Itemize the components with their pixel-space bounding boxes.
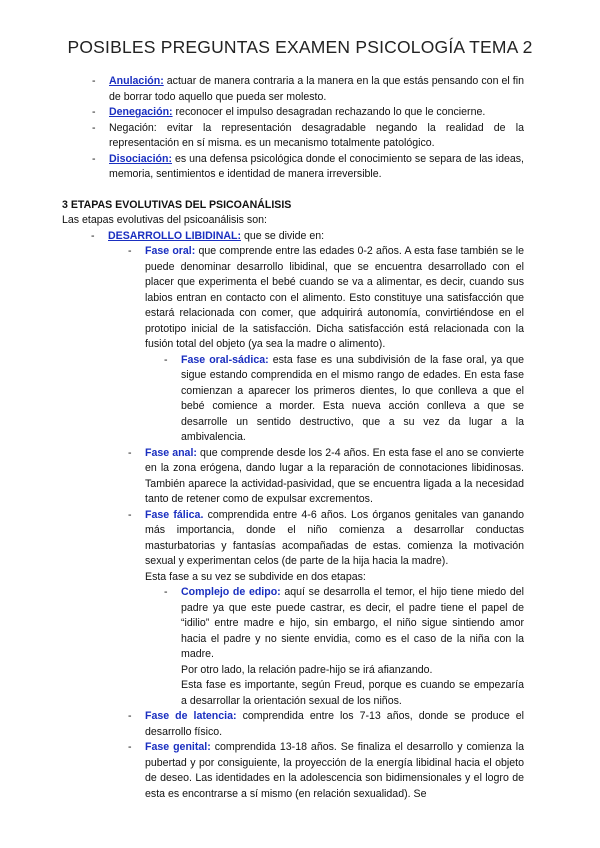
bullet: -	[128, 245, 132, 257]
term-fase-genital: Fase genital:	[145, 741, 211, 753]
definition-complejo-edipo: aquí se desarrolla el temor, el hijo tiene miedo del padre ya que este puede castrar, es decir, el padre tiene el papel de “idilio” entre madre e hijo, sin embargo, el niño sigue sintiendo amor hacia el padre y no siente envidia, como es el caso de la niña con la madre.	[181, 586, 524, 660]
bullet: -	[92, 152, 96, 165]
term-fase-oral-sadica: Fase oral-sádica:	[181, 353, 269, 366]
list-item-fase-latencia	[128, 709, 524, 740]
list-item-complejo-edipo	[164, 585, 524, 663]
list-item-fase-falica	[128, 508, 524, 570]
edipo-paragraph-2: Por otro lado, la relación padre-hijo se irá afianzando.	[181, 663, 433, 676]
bullet: -	[164, 586, 168, 598]
list-item-negacion	[92, 121, 524, 152]
bullet: -	[92, 106, 96, 118]
page-title: POSIBLES PREGUNTAS EXAMEN PSICOLOGÍA TEMA 2	[67, 37, 533, 57]
bullet: -	[128, 741, 132, 753]
term-fase-latencia: Fase de latencia:	[145, 710, 237, 722]
list-item-disociacion	[92, 152, 524, 183]
term-fase-anal: Fase anal:	[145, 446, 197, 459]
edipo-paragraph-3: Esta fase es importante, según Freud, porque es cuando se empezaría a desarrollar la orientación sexual de los niños.	[181, 679, 524, 707]
list-item-fase-genital	[128, 740, 524, 802]
list-item-fase-anal	[128, 446, 525, 508]
bullet: -	[92, 75, 96, 87]
definition-anulacion: actuar de manera contraria a la manera en la que estás pensando con el fin de borrar todo aquello que pueda ser molesto.	[109, 75, 524, 103]
list-item-anulacion	[92, 74, 524, 105]
bullet: -	[92, 121, 96, 134]
definition-desarrollo-libidinal: que se divide en:	[241, 229, 325, 242]
definition-fase-oral-sadica: esta fase es una subdivisión de la fase oral, ya que sigue estando comprendida en el mismo rango de edades. En esta fase comienzan a aparecer los primeros dientes, lo que conlleva a que el bebé comience a morder. Esta nueva acción conlleva a que se desarrolle un sentido destructivo, que a su vez da lugar a la ambivalencia.	[181, 353, 524, 443]
definition-fase-latencia: comprendida entre los 7-13 años, donde se produce el desarrollo físico.	[145, 710, 524, 738]
definition-denegacion: reconocer el impulso desagradan rechazando lo que le concierne.	[172, 106, 486, 118]
definition-fase-genital: comprendida 13-18 años. Se finaliza el desarrollo y comienza la pubertad y por consiguiente, la proyección de la energía libidinal hacia el objeto de deseo. Las identidades en la adolescencia son bidimensionales y el logro de esta es encontrarse a sí mismo (en relación sexualidad). Se	[145, 741, 524, 800]
list-item-denegacion	[92, 105, 524, 121]
term-fase-falica: Fase fálica.	[145, 508, 204, 521]
section-intro: Las etapas evolutivas del psicoanálisis son:	[62, 214, 267, 226]
definition-fase-anal: que comprende desde los 2-4 años. En esta fase el ano se convierte en la zona erógena, dando lugar a la reparación de connotaciones libidinosas. También aparece la actividad-pasividad, que se encuentra ligada a la necesidad tanto de retener como de expulsar excrementos.	[145, 446, 525, 505]
term-complejo-edipo: Complejo de edipo:	[181, 586, 281, 598]
fase-falica-subdivision-note: Esta fase a su vez se subdivide en dos etapas:	[145, 570, 366, 583]
definition-fase-falica: comprendida entre 4-6 años. Los órganos genitales van ganando más importancia, donde el niño comienza a desarrollar conductas masturbatorias y fantasías acompañadas de estas. comienza la motivación sexual y experimentan celos (de parte de la hija hacia la madre).	[145, 508, 524, 567]
section-heading: 3 ETAPAS EVOLUTIVAS DEL PSICOANÁLISIS	[62, 198, 292, 211]
bullet: -	[128, 508, 132, 521]
term-fase-oral: Fase oral:	[145, 245, 196, 257]
term-desarrollo-libidinal: DESARROLLO LIBIDINAL:	[108, 229, 242, 242]
list-item-fase-oral	[128, 244, 524, 353]
bullet: -	[91, 229, 95, 242]
definition-fase-oral: que comprende entre las edades 0-2 años. A esta fase también se le puede denominar desarrollo libidinal, que se encuentra desarrollado con el placer que experimenta el bebé cuando se va a alimentar, es decir, cuando sus labios entran en contacto con el alimento. Esto constituye una satisfacción que estará relacionada con comer, que adquirirá autonomía, convirtiéndose en el prototipo inicial de la satisfacción. Dicha satisfacción está relacionada con la fusión total del objeto (ya sea la madre o alimento).	[145, 245, 524, 350]
definition-negacion: Negación: evitar la representación desagradable negando la realidad de la representación en sí misma. es un mecanismo totalmente patológico.	[109, 121, 524, 149]
definition-disociacion: es una defensa psicológica donde el conocimiento se separa de las ideas, memoria, sentimientos e identidad de manera irreversible.	[109, 152, 524, 180]
bullet: -	[164, 353, 168, 366]
list-item-desarrollo-libidinal	[91, 229, 524, 245]
defense-list	[0, 74, 600, 183]
term-anulacion: Anulación:	[109, 75, 164, 87]
document-body	[0, 74, 600, 802]
list-item-fase-oral-sadica	[164, 353, 524, 446]
term-denegacion: Denegación:	[109, 106, 173, 118]
bullet: -	[128, 446, 132, 459]
bullet: -	[128, 710, 132, 722]
term-disociacion: Disociación:	[109, 152, 172, 165]
